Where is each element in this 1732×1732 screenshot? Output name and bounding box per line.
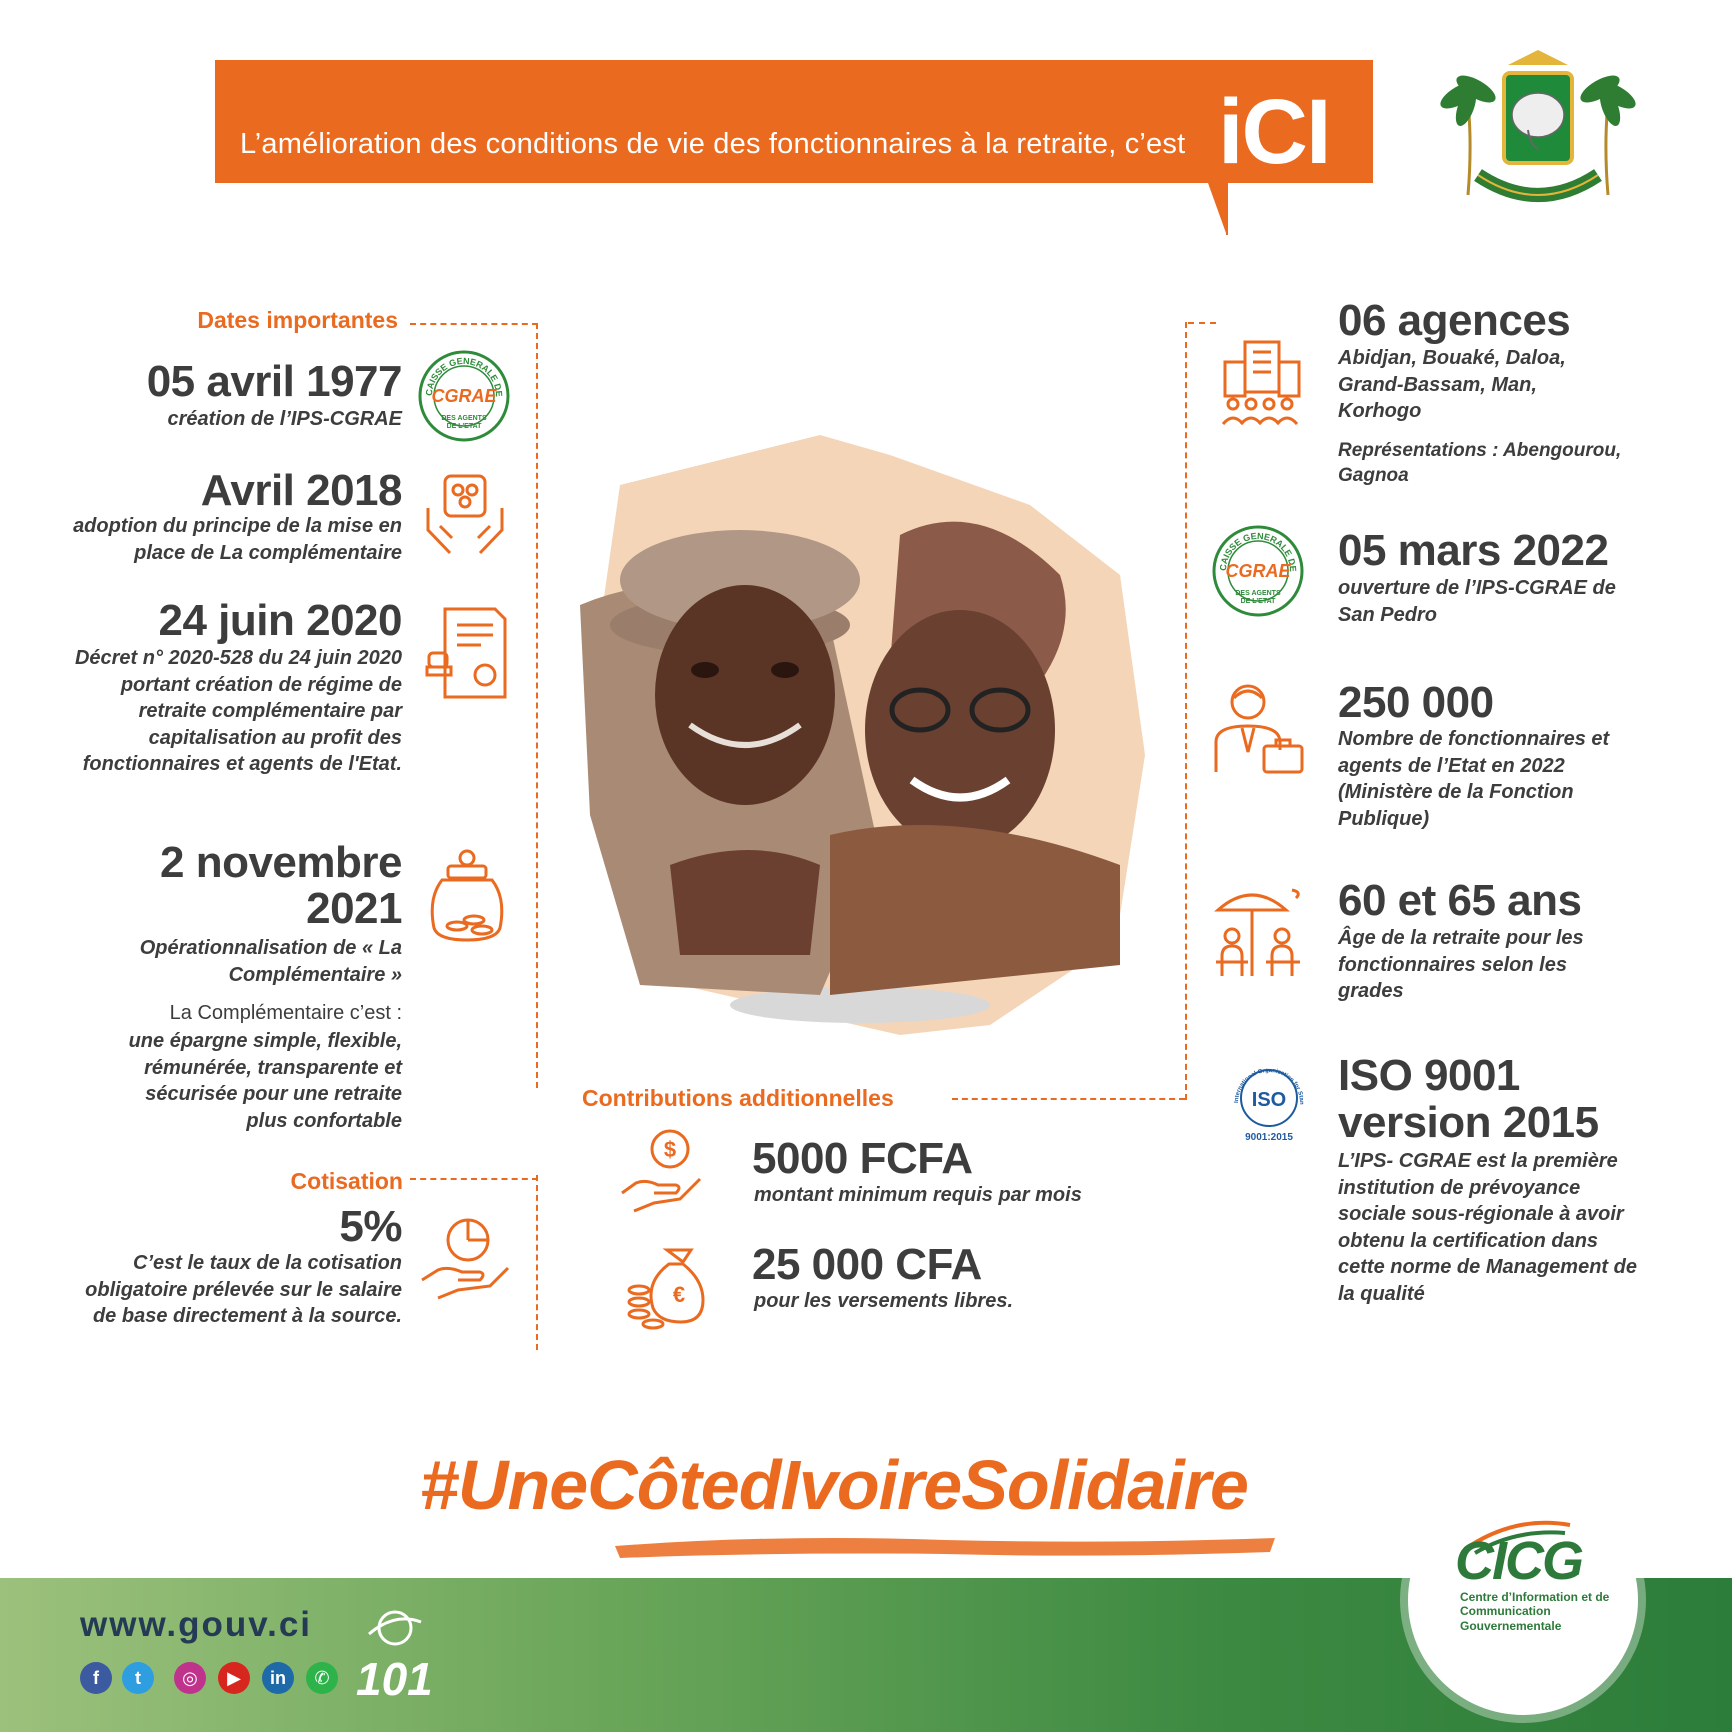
item-date-title: Avril 2018 [200, 466, 402, 515]
dates-heading: Dates importantes [197, 307, 398, 333]
phone-number: 101 [356, 1653, 433, 1705]
dates-divider-v [536, 323, 538, 1088]
cgrae-logo-ring: CAISSE GENERALE DE [423, 355, 505, 397]
item-date-desc: adoption du principe de la mise en place de La complémentaire [73, 515, 402, 564]
retirement-beach-icon [1212, 880, 1308, 980]
retirement-age-desc: Âge de la retraite pour les fonctionnaires selon les grades [1338, 927, 1584, 1003]
agencies-note: Représentations : Abengourou, Gagnoa [1338, 440, 1622, 487]
hands-people-icon [420, 468, 510, 558]
cotisation-divider-h [410, 1178, 538, 1180]
office-building-icon [1215, 338, 1305, 428]
banner-tail-line [1226, 183, 1228, 235]
servants-title: 250 000 [1338, 678, 1494, 727]
svg-text:€: € [672, 1282, 686, 1307]
website-link[interactable]: www.gouv.ci [80, 1605, 313, 1644]
item-date-desc: Décret n° 2020-528 du 24 juin 2020 portant création de régime de retraite complémentaire par capitalisation au profit des fonctionnaires et agents de l'Etat. [74, 647, 402, 776]
contribution-desc: montant minimum requis par mois [754, 1184, 1082, 1206]
iso-badge-code: 9001:2015 [1245, 1132, 1293, 1143]
linkedin-icon[interactable]: in [262, 1662, 294, 1694]
cotisation-desc: C’est le taux de la cotisation obligatoire prélevée sur le salaire de base directement à la source. [85, 1252, 402, 1328]
iso-title: version 2015 [1338, 1098, 1599, 1147]
header-banner [215, 60, 1373, 183]
money-bag-icon [625, 1240, 705, 1330]
retirement-age-title: 60 et 65 ans [1338, 876, 1582, 925]
header-text: L’amélioration des conditions de vie des fonctionnaires à la retraite, c’est [240, 128, 1186, 160]
cgrae-logo-icon [1212, 525, 1304, 617]
banner-tail [1208, 183, 1226, 233]
item-date-desc: création de l’IPS-CGRAE [167, 408, 402, 430]
right-divider-v [1185, 322, 1187, 1100]
cotisation-divider-v [536, 1175, 538, 1350]
retired-couple-photo [560, 395, 1160, 1045]
coat-of-arms-icon [1438, 45, 1638, 215]
whatsapp-icon[interactable]: ✆ [306, 1662, 338, 1694]
twitter-icon[interactable]: t [122, 1662, 154, 1694]
civil-servant-icon [1212, 680, 1304, 775]
item-date-title: 2021 [306, 884, 402, 933]
hashtag-text: #UneCôtedIvoireSolidaire [420, 1446, 1248, 1524]
brush-underline [615, 1530, 1275, 1560]
cgrae-logo-center: CGRAE [1225, 561, 1291, 581]
iso-badge-ring: International Organization for Stan [1233, 1067, 1305, 1105]
cgrae-logo-bottom: DE L'ETAT [446, 423, 482, 430]
san-pedro-title: 05 mars 2022 [1338, 526, 1609, 575]
item-date-desc: Opérationnalisation de « La Complémentaire » [139, 937, 402, 986]
document-stamp-icon [425, 605, 509, 701]
agencies-title: 06 agences [1338, 296, 1571, 345]
dates-divider-h [410, 323, 538, 325]
complementaire-note: La Complémentaire c’est : [169, 1002, 402, 1024]
pie-chart-hand-icon [418, 1210, 514, 1306]
iso-badge-icon [1228, 1062, 1310, 1144]
facebook-icon[interactable]: f [80, 1662, 112, 1694]
item-date-title: 05 avril 1977 [146, 357, 402, 406]
cicg-logo: CICG [1455, 1531, 1582, 1591]
savings-jar-icon [422, 848, 512, 944]
iso-title: ISO 9001 [1338, 1051, 1520, 1100]
iso-badge-label: ISO [1251, 1089, 1287, 1111]
youtube-icon[interactable]: ▶ [218, 1662, 250, 1694]
contributions-heading: Contributions additionnelles [582, 1085, 894, 1111]
cgrae-logo-icon [418, 350, 510, 442]
cicg-tagline: Centre d’Information et de Communication Gouvernementale [1460, 1590, 1610, 1633]
cgrae-logo-ring: CAISSE GENERALE DE [1217, 530, 1299, 572]
contributions-divider-h [952, 1098, 1185, 1100]
contribution-title: 5000 FCFA [752, 1134, 973, 1183]
complementaire-desc: une épargne simple, flexible, rémunérée, transparente et sécurisée pour une retraite plus confortable [128, 1030, 402, 1132]
cgrae-logo-bottom: DES AGENTS [1235, 590, 1281, 597]
right-divider-h [1188, 322, 1216, 324]
cgrae-logo-center: CGRAE [431, 386, 497, 406]
coin-hand-icon [618, 1125, 703, 1217]
cgrae-logo-bottom: DES AGENTS [441, 415, 487, 422]
contribution-desc: pour les versements libres. [754, 1290, 1014, 1312]
san-pedro-desc: ouverture de l’IPS-CGRAE de San Pedro [1338, 577, 1616, 626]
servants-desc: Nombre de fonctionnaires et agents de l’Etat en 2022 (Ministère de la Fonction Publique) [1338, 728, 1610, 830]
cotisation-title: 5% [339, 1202, 402, 1251]
instagram-icon[interactable]: ◎ [174, 1662, 206, 1694]
svg-text:$: $ [663, 1137, 677, 1162]
item-date-title: 24 juin 2020 [158, 596, 402, 645]
contribution-title: 25 000 CFA [752, 1240, 982, 1289]
cgrae-logo-bottom: DE L'ETAT [1240, 598, 1276, 605]
header-ici: iCI [1218, 81, 1330, 183]
cotisation-heading: Cotisation [290, 1168, 403, 1194]
globe-swoosh-icon [365, 1608, 425, 1648]
item-date-title: 2 novembre [160, 838, 402, 887]
agencies-desc: Abidjan, Bouaké, Daloa, Grand-Bassam, Man, Korhogo [1338, 347, 1566, 423]
iso-desc: L’IPS- CGRAE est la première institution de prévoyance sociale sous-régionale à avoir obtenu la certification dans cette norme de Management de la qualité [1338, 1150, 1637, 1305]
